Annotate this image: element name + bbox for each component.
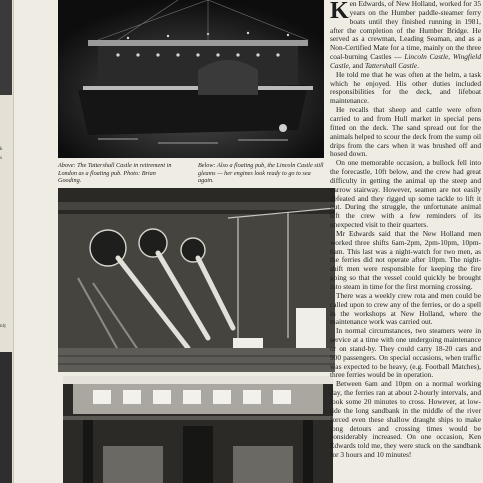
article-text: . — [417, 60, 419, 70]
gutter-fragment: s — [0, 156, 2, 161]
article-paragraph: Mr Edwards said that the New Holland men worked three shifts 6am-2pm, 2pm-10pm, 10pm-6am. This last was a night-watch for two men, as the ferries did not operate after 10pm. The night-shift men were responsible for keeping the fire going so that the vessel could quickly be brought into steam in time for the first morning crossing. — [330, 228, 481, 291]
gutter-photo-edge — [0, 352, 12, 483]
tattershall-castle-image — [58, 0, 324, 158]
ferry-interior-photo — [63, 376, 333, 483]
article-paragraph: Between 6am and 10pm on a normal working day, the ferries ran at about 2-hourly intervals, and took some 20 minutes to cross. However, at low-tide the long sandbank in the middle of the river forced even these shallow draught ships to make long detours and crossing times would be considerably increased. On one occasion, Ken Edwards told me, they were stuck on the sandbank for 3 hours and 10 minutes! — [330, 379, 481, 460]
article-text: and — [350, 60, 365, 70]
gutter-photo-edge — [0, 0, 12, 95]
article-paragraph: He recalls that sheep and cattle were often carried to and from Hull market in special pens fitted on the deck. The sand spread out for the animals helped to scour the deck from the sump oil drips from the cars when it was brushed off and hosed down. — [330, 105, 481, 159]
drop-cap: K — [330, 0, 349, 24]
caption-tattershall: Above: The Tattershall Castle in retirement in London as a floating pub. Photo: Brian Gooding. — [58, 162, 172, 184]
article-column — [330, 0, 481, 483]
ship-names: Lincoln Castle, Wingfield Castle, — [330, 52, 481, 70]
gutter-fragment: k — [0, 147, 3, 152]
article-paragraph: On one memorable occasion, a bullock fell into the forecastle, 10ft below, and the crew had great difficulty in getting the animal up the steep and narrow stairway. However, seamen are not easily defeated and they rigged up some tackle to lift it out. During the struggle, the unfortunate animal left the crew with a few reminders of its unexpected visit to their quarters. — [330, 158, 481, 230]
ship-name: Tattershall Castle — [364, 60, 418, 70]
photo-captions — [58, 162, 324, 188]
article-paragraph: There was a weekly crew rota and men could be called upon to crew any of the ferries, or do a spell in the workshops at New Holland, where the maintenance work was carried out. — [330, 290, 481, 327]
previous-page-gutter — [0, 0, 14, 483]
article-paragraph: In normal circumstances, two steamers were in service at a time with one undergoing maintenance or on stand-by. They could carry 18-20 cars and 900 passengers. On special occasions, when traffic was expected to be heavy, (e.g. Football Matches), three ferries would be in operation. — [330, 326, 481, 380]
ferry-interior-image — [63, 376, 333, 483]
tattershall-castle-photo — [58, 0, 324, 158]
lincoln-castle-engine-photo — [58, 188, 335, 372]
gutter-fragment: nly — [0, 324, 7, 329]
article-paragraph — [330, 0, 481, 71]
caption-lincoln: Below: Also a floating pub, the Lincoln Castle still gleams — her engines look ready to go to sea again. — [198, 162, 324, 184]
engine-room-image — [58, 188, 335, 372]
article-text: en Edwards, of New Holland, worked for 35 years on the Humber paddle-steamer ferry boats until they finished running in 1981, after the completion of the Humber Bridge. He served as a crewman, Leading Seaman, and as a Non-Certified Mate for a time, mainly on the three coal-burning Castles — — [330, 0, 481, 62]
article-paragraph: He told me that he was often at the helm, a task which he enjoyed. His other duties included responsibilities for the deck, and lifeboat maintenance. — [330, 69, 481, 106]
